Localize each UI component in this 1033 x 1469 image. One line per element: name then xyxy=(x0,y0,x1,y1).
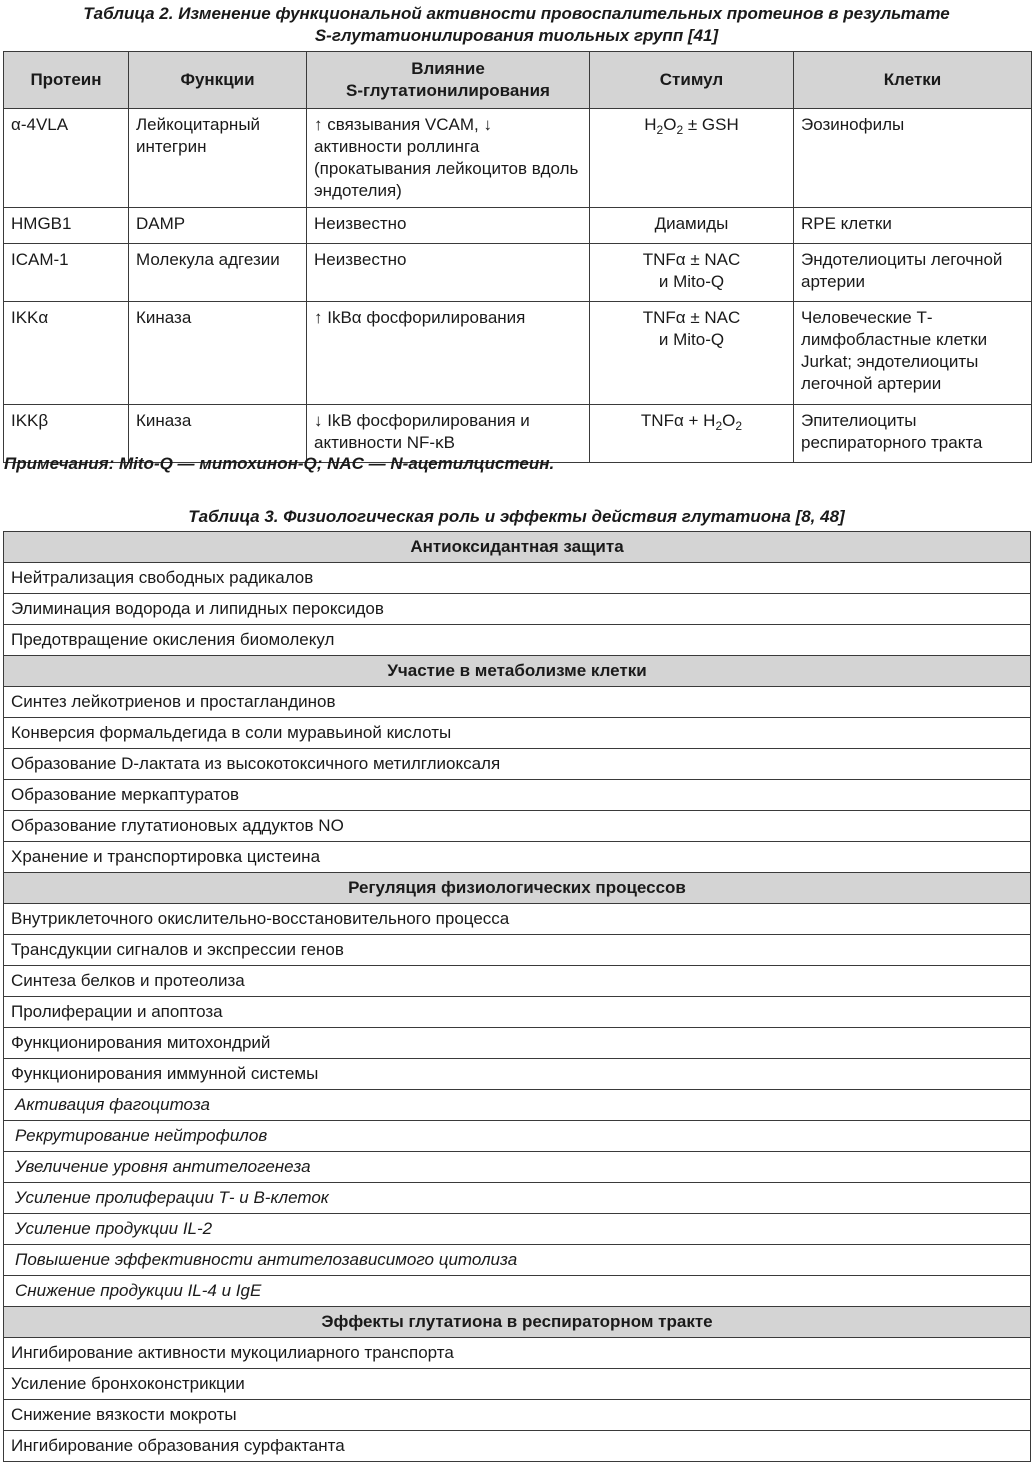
item-text: Образование меркаптуратов xyxy=(4,780,1031,811)
section-header-row xyxy=(4,532,1031,563)
stimulus-text: O xyxy=(722,411,736,430)
item-text: Трансдукции сигналов и экспрессии генов xyxy=(4,935,1031,966)
cell-protein: IKKα xyxy=(4,302,129,405)
cell-stimulus xyxy=(590,302,794,405)
item-text: Рекрутирование нейтрофилов xyxy=(4,1121,1031,1152)
table-row xyxy=(4,811,1031,842)
stimulus-text: ± GSH xyxy=(683,115,739,134)
header-function: Функции xyxy=(129,52,307,109)
table-row xyxy=(4,997,1031,1028)
item-text: Нейтрализация свободных радикалов xyxy=(4,563,1031,594)
item-text: Ингибирование образования сурфактанта xyxy=(4,1431,1031,1462)
item-text: Конверсия формальдегида в соли муравьиной кислоты xyxy=(4,718,1031,749)
item-text: Увеличение уровня антителогенеза xyxy=(4,1152,1031,1183)
header-cells: Клетки xyxy=(794,52,1032,109)
section-title: Антиоксидантная защита xyxy=(4,532,1031,563)
table-row xyxy=(4,1059,1031,1090)
subscript: 2 xyxy=(735,419,743,433)
cell-effect: Неизвестно xyxy=(307,208,590,244)
table-row xyxy=(4,244,1032,302)
section-header-row xyxy=(4,873,1031,904)
table-row xyxy=(4,1028,1031,1059)
stimulus-text: TNFα + H xyxy=(640,411,716,430)
table-row xyxy=(4,109,1032,208)
header-effect-line2: S-глутатионилирования xyxy=(346,81,550,100)
table-row xyxy=(4,208,1032,244)
cell-stimulus xyxy=(590,244,794,302)
table-row xyxy=(4,780,1031,811)
cell-effect: ↑ IkBα фосфорилирования xyxy=(307,302,590,405)
item-text: Образование глутатионовых аддуктов NO xyxy=(4,811,1031,842)
item-text: Снижение вязкости мокроты xyxy=(4,1400,1031,1431)
table-row xyxy=(4,687,1031,718)
table2-caption-line2: S-глутатионилирования тиольных групп [41] xyxy=(314,26,719,45)
item-text: Элиминация водорода и липидных пероксидов xyxy=(4,594,1031,625)
header-protein: Протеин xyxy=(4,52,129,109)
section-header-row xyxy=(4,1307,1031,1338)
item-text: Хранение и транспортировка цистеина xyxy=(4,842,1031,873)
cell-function: Лейкоцитарный интегрин xyxy=(129,109,307,208)
item-text: Образование D-лактата из высокотоксичного метилглиоксаля xyxy=(4,749,1031,780)
cell-protein: IKKβ xyxy=(4,405,129,463)
item-text: Внутриклеточного окислительно-восстановительного процесса xyxy=(4,904,1031,935)
stimulus-text: O xyxy=(663,115,677,134)
table-row xyxy=(4,1090,1031,1121)
header-effect xyxy=(307,52,590,109)
stimulus-text: H xyxy=(644,115,657,134)
table-row xyxy=(4,302,1032,405)
cell-cells: Эндотелиоциты легочной артерии xyxy=(794,244,1032,302)
table-row xyxy=(4,1245,1031,1276)
table-row xyxy=(4,625,1031,656)
table-row xyxy=(4,1276,1031,1307)
section-title: Эффекты глутатиона в респираторном тракте xyxy=(4,1307,1031,1338)
item-text: Снижение продукции IL-4 и IgE xyxy=(4,1276,1031,1307)
cell-function: Киназа xyxy=(129,302,307,405)
table-row xyxy=(4,1152,1031,1183)
cell-cells: Эозинофилы xyxy=(794,109,1032,208)
cell-effect: ↓ IkB фосфорилирования и активности NF-κB xyxy=(307,405,590,463)
item-text: Усиление пролиферации Т- и В-клеток xyxy=(4,1183,1031,1214)
table2 xyxy=(3,51,1032,463)
cell-cells: RPE клетки xyxy=(794,208,1032,244)
table2-caption xyxy=(0,3,1033,47)
table-row xyxy=(4,1214,1031,1245)
section-title: Участие в метаболизме клетки xyxy=(4,656,1031,687)
cell-stimulus xyxy=(590,405,794,463)
section-title: Регуляция физиологических процессов xyxy=(4,873,1031,904)
item-text: Усиление продукции IL-2 xyxy=(4,1214,1031,1245)
table3-body xyxy=(4,532,1031,1462)
stimulus-line2: и Mito-Q xyxy=(658,272,725,291)
table-row xyxy=(4,842,1031,873)
cell-stimulus xyxy=(590,109,794,208)
cell-protein: ICAM-1 xyxy=(4,244,129,302)
subscript: 2 xyxy=(676,123,684,137)
item-text: Активация фагоцитоза xyxy=(4,1090,1031,1121)
cell-function: DAMP xyxy=(129,208,307,244)
table-row xyxy=(4,1431,1031,1462)
subscript: 2 xyxy=(656,123,664,137)
item-text: Повышение эффективности антителозависимого цитолиза xyxy=(4,1245,1031,1276)
item-text: Синтез лейкотриенов и простагландинов xyxy=(4,687,1031,718)
table-row xyxy=(4,718,1031,749)
stimulus-line2: и Mito-Q xyxy=(658,330,725,349)
item-text: Синтеза белков и протеолиза xyxy=(4,966,1031,997)
table-row xyxy=(4,1121,1031,1152)
stimulus-line1: TNFα ± NAC xyxy=(642,308,741,327)
table-row xyxy=(4,966,1031,997)
table-row xyxy=(4,594,1031,625)
table-row xyxy=(4,1338,1031,1369)
item-text: Усиление бронхоконстрикции xyxy=(4,1369,1031,1400)
table-row xyxy=(4,563,1031,594)
subscript: 2 xyxy=(715,419,723,433)
cell-protein: α-4VLA xyxy=(4,109,129,208)
table-row xyxy=(4,904,1031,935)
stimulus-line1: TNFα ± NAC xyxy=(642,250,741,269)
table2-header-row xyxy=(4,52,1032,109)
cell-cells: Эпителиоциты респираторного тракта xyxy=(794,405,1032,463)
table-row xyxy=(4,749,1031,780)
header-stimulus: Стимул xyxy=(590,52,794,109)
item-text: Ингибирование активности мукоцилиарного транспорта xyxy=(4,1338,1031,1369)
cell-protein: HMGB1 xyxy=(4,208,129,244)
item-text: Пролиферации и апоптоза xyxy=(4,997,1031,1028)
item-text: Предотвращение окисления биомолекул xyxy=(4,625,1031,656)
table2-notes: Примечания: Mito-Q — митохинон-Q; NAC — N-ацетилцистеин. xyxy=(4,454,555,473)
table-row xyxy=(4,1183,1031,1214)
table3-caption: Таблица 3. Физиологическая роль и эффекты действия глутатиона [8, 48] xyxy=(188,507,845,526)
item-text: Функционирования иммунной системы xyxy=(4,1059,1031,1090)
item-text: Функционирования митохондрий xyxy=(4,1028,1031,1059)
header-effect-line1: Влияние xyxy=(411,59,485,78)
table2-caption-line1: Таблица 2. Изменение функциональной активности провоспалительных протеинов в результате xyxy=(83,4,950,23)
cell-cells: Человеческие Т-лимфобластные клетки Jurkat; эндотелиоциты легочной артерии xyxy=(794,302,1032,405)
cell-function: Киназа xyxy=(129,405,307,463)
cell-effect: ↑ связывания VCAM, ↓ активности роллинга (прокатывания лейкоцитов вдоль эндотелия) xyxy=(307,109,590,208)
cell-effect: Неизвестно xyxy=(307,244,590,302)
table-row xyxy=(4,1369,1031,1400)
table-row xyxy=(4,1400,1031,1431)
section-header-row xyxy=(4,656,1031,687)
cell-function: Молекула адгезии xyxy=(129,244,307,302)
cell-stimulus: Диамиды xyxy=(590,208,794,244)
table3 xyxy=(3,531,1031,1462)
table-row xyxy=(4,935,1031,966)
